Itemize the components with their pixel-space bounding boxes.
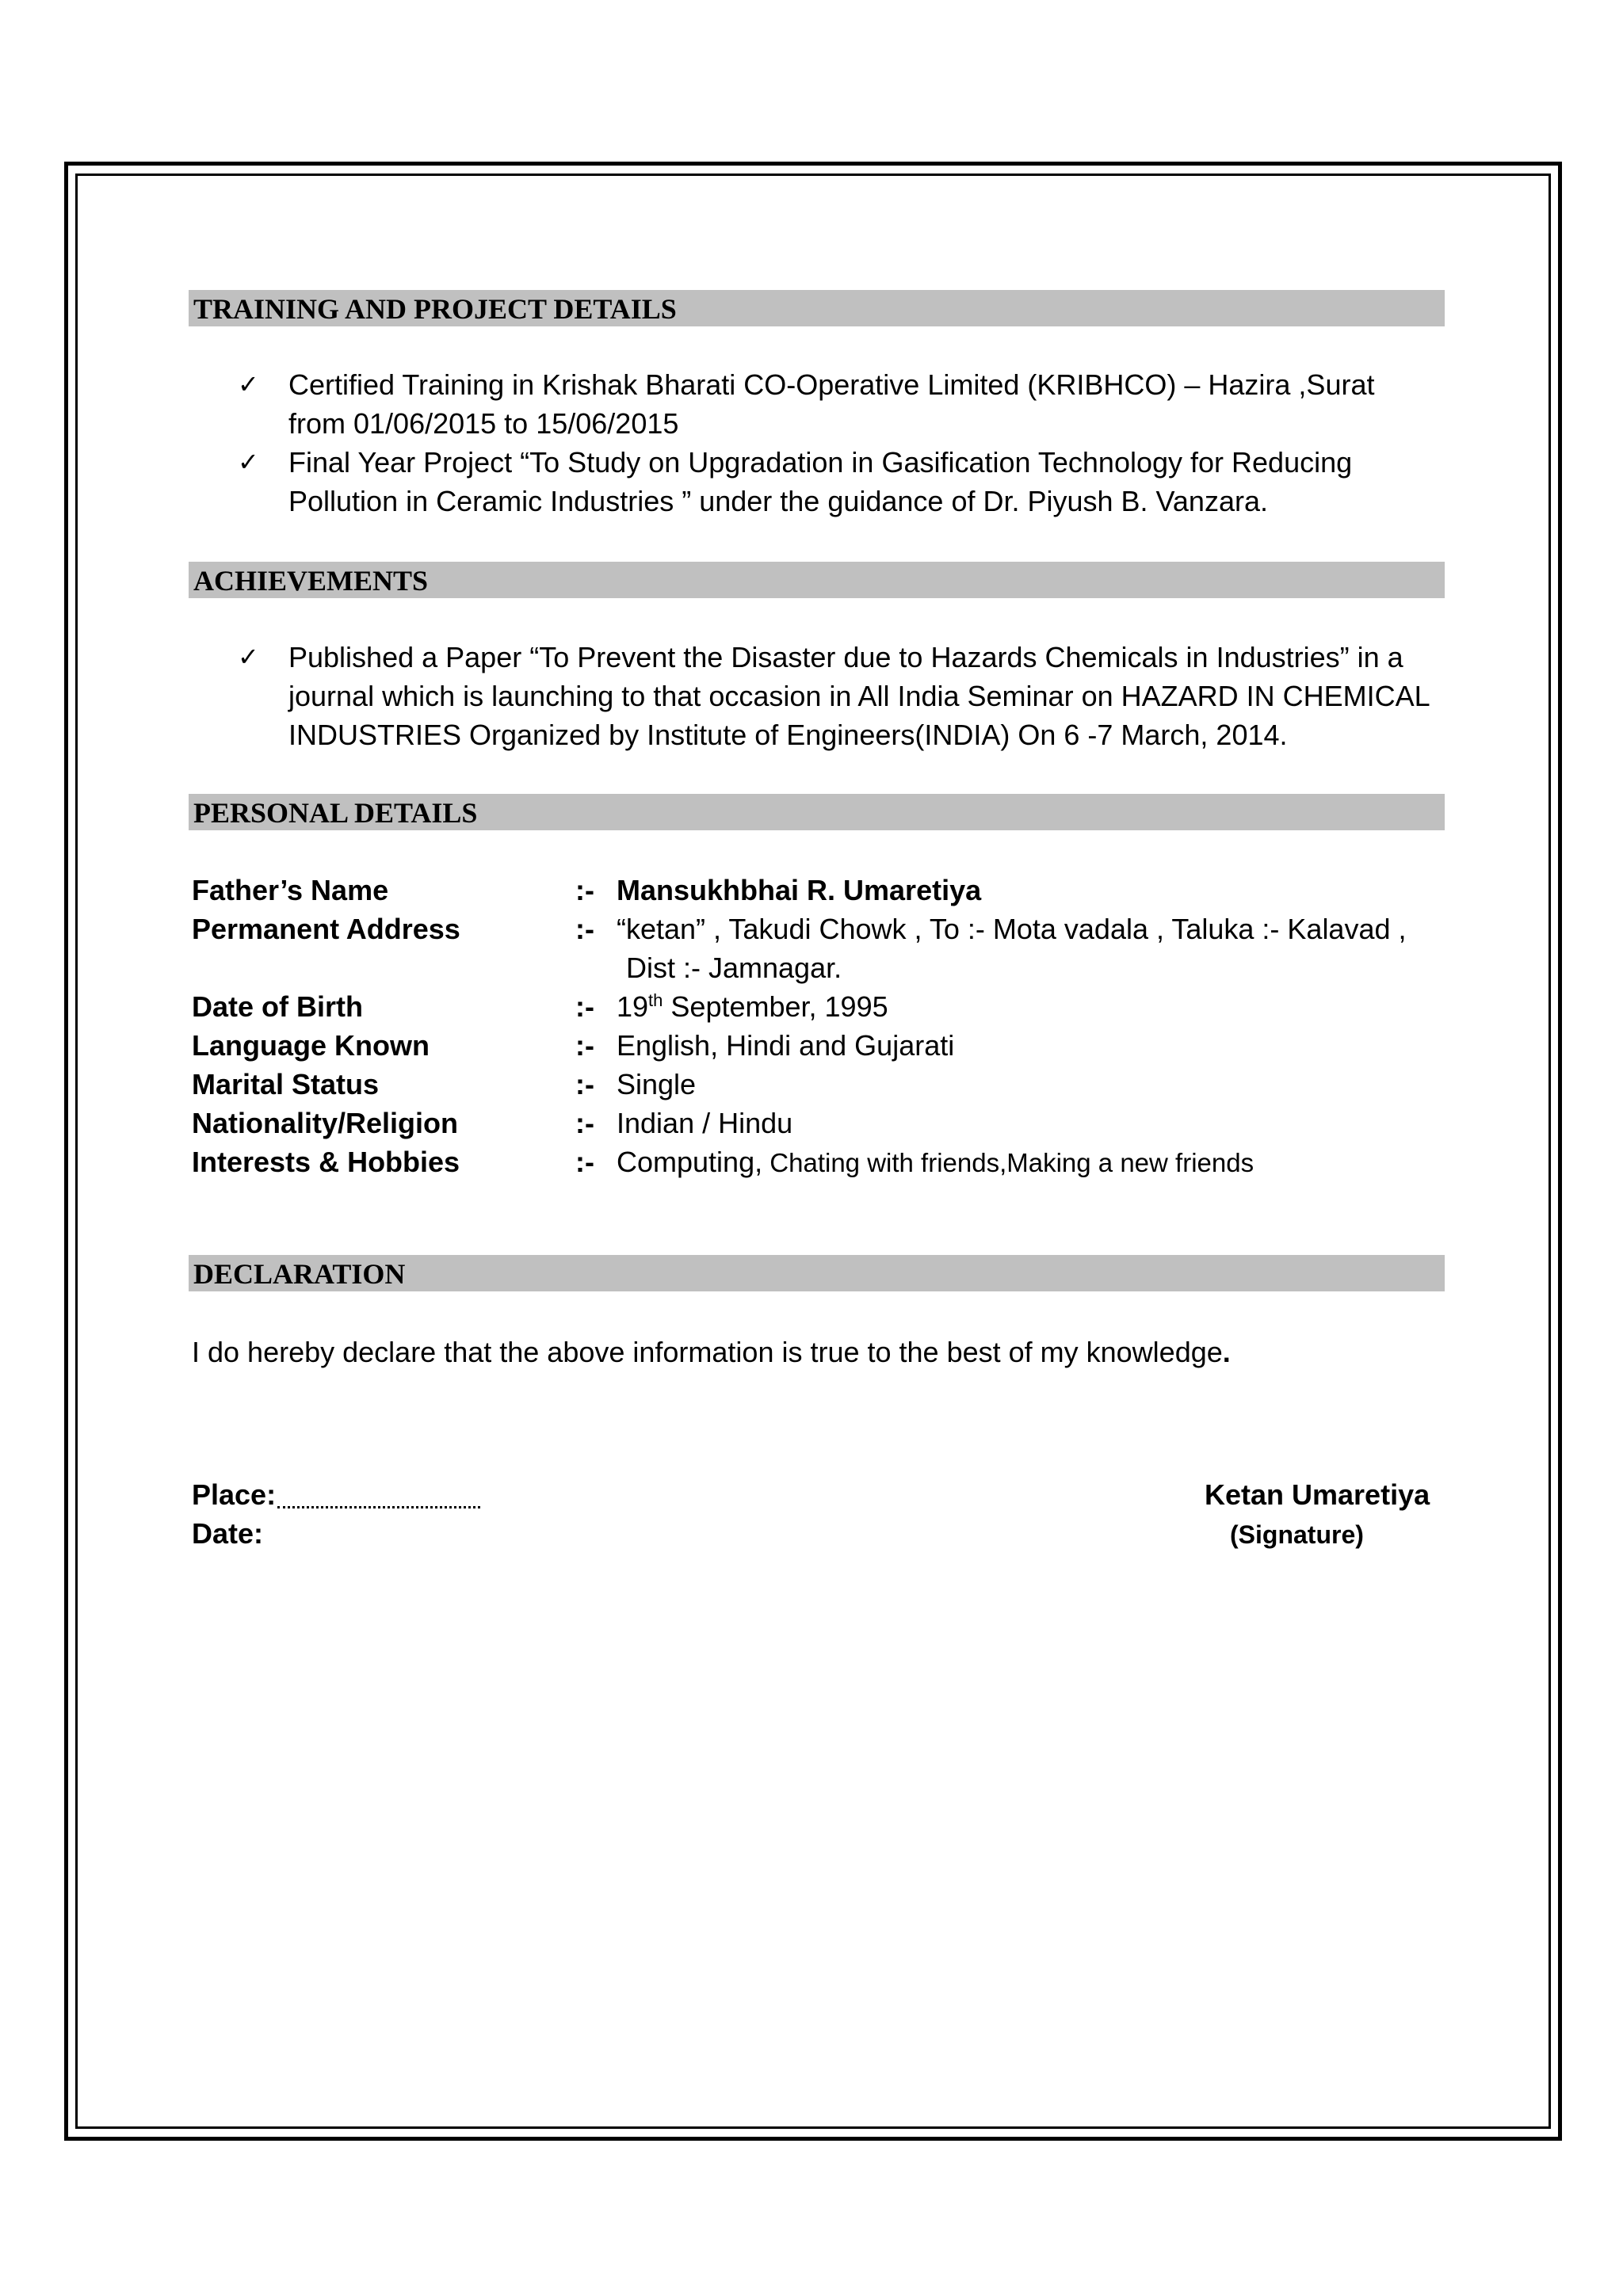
interests-value-main: Computing, xyxy=(617,1146,763,1178)
separator: :- xyxy=(575,1146,594,1178)
dob-label: Date of Birth xyxy=(192,990,363,1023)
checkmark-icon: ✓ xyxy=(238,642,259,672)
separator: :- xyxy=(575,1068,594,1100)
training-item-1-line2: from 01/06/2015 to 15/06/2015 xyxy=(288,407,679,440)
separator: :- xyxy=(575,1029,594,1062)
place-label: Place: xyxy=(192,1478,277,1511)
training-heading: TRAINING AND PROJECT DETAILS xyxy=(189,290,1445,326)
declaration-heading: DECLARATION xyxy=(189,1255,1445,1291)
achievement-item-1-line1: Published a Paper “To Prevent the Disaster due to Hazards Chemicals in Industries” in a xyxy=(288,641,1403,673)
place-dotted-line xyxy=(277,1506,480,1508)
separator: :- xyxy=(575,874,594,906)
training-item-2 xyxy=(238,443,1450,521)
declaration-sentence: I do hereby declare that the above information is true to the best of my knowledge xyxy=(192,1336,1223,1368)
training-item-2-line1: Final Year Project “To Study on Upgradation in Gasification Technology for Reducing xyxy=(288,446,1353,479)
achievement-item-1-line3: INDUSTRIES Organized by Institute of Engineers(INDIA) On 6 -7 March, 2014. xyxy=(288,719,1288,751)
language-label: Language Known xyxy=(192,1029,430,1062)
address-value-line1: “ketan” , Takudi Chowk , To :- Mota vadala , Taluka :- Kalavad , xyxy=(617,913,1407,945)
dob-value xyxy=(617,987,888,1026)
nationality-value: Indian / Hindu xyxy=(617,1107,793,1139)
address-label: Permanent Address xyxy=(192,913,460,945)
declaration-text xyxy=(192,1333,1231,1371)
dob-day: 19 xyxy=(617,990,649,1023)
dob-suffix: th xyxy=(648,990,663,1010)
fathers-name-value: Mansukhbhai R. Umaretiya xyxy=(617,874,982,906)
date-label: Date: xyxy=(192,1517,264,1550)
interests-value xyxy=(617,1142,1254,1182)
fathers-name-label: Father’s Name xyxy=(192,874,389,906)
achievement-item-1 xyxy=(238,638,1450,754)
training-item-1-line1: Certified Training in Krishak Bharati CO-Operative Limited (KRIBHCO) – Hazira ,Surat xyxy=(288,368,1375,401)
achievement-item-1-line2: journal which is launching to that occasion in All India Seminar on HAZARD IN CHEMICAL xyxy=(288,680,1430,712)
signature-label: (Signature) xyxy=(1230,1520,1364,1549)
checkmark-icon: ✓ xyxy=(238,447,259,477)
achievements-heading: ACHIEVEMENTS xyxy=(189,562,1445,598)
checkmark-icon: ✓ xyxy=(238,369,259,399)
separator: :- xyxy=(575,913,594,945)
declaration-period: . xyxy=(1222,1336,1231,1368)
marital-label: Marital Status xyxy=(192,1068,380,1100)
separator: :- xyxy=(575,1107,594,1139)
interests-label: Interests & Hobbies xyxy=(192,1146,460,1178)
dob-rest: September, 1995 xyxy=(663,990,888,1023)
marital-value: Single xyxy=(617,1068,697,1100)
training-item-1 xyxy=(238,365,1450,443)
signatory-name: Ketan Umaretiya xyxy=(1205,1478,1430,1511)
nationality-label: Nationality/Religion xyxy=(192,1107,459,1139)
interests-value-small: Chating with friends,Making a new friends xyxy=(762,1148,1254,1177)
training-item-2-line2: Pollution in Ceramic Industries ” under the guidance of Dr. Piyush B. Vanzara. xyxy=(288,485,1268,517)
language-value: English, Hindi and Gujarati xyxy=(617,1029,955,1062)
address-value-line2: Dist :- Jamnagar. xyxy=(626,952,842,984)
separator: :- xyxy=(575,990,594,1023)
personal-heading: PERSONAL DETAILS xyxy=(189,794,1445,830)
